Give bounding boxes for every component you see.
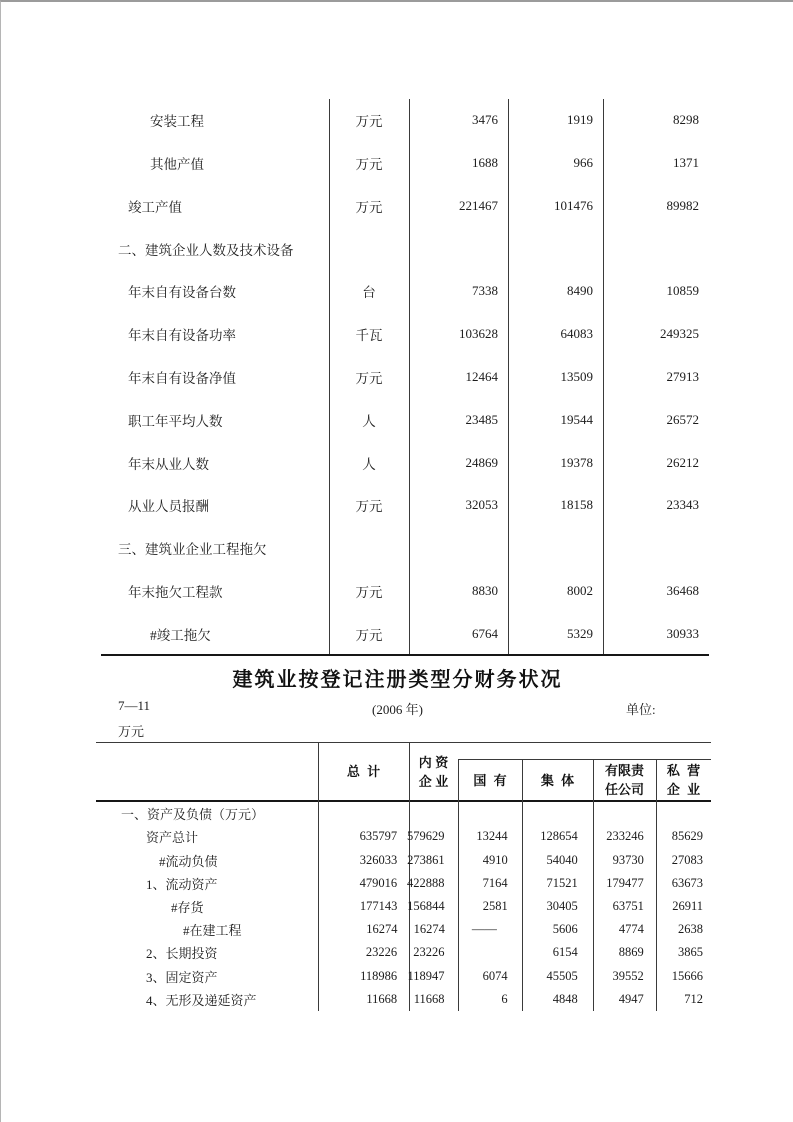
indicator-label: 年末自有设备净值 — [128, 370, 236, 386]
table-row — [96, 895, 711, 918]
value-cell: 36468 — [666, 582, 699, 598]
value-cell: 27083 — [671, 852, 703, 867]
value-cell: 16274 — [413, 922, 445, 937]
unit-cell: 万元 — [355, 114, 383, 130]
value-cell: 8002 — [567, 582, 593, 598]
table-row — [96, 313, 709, 356]
unit-cell: 万元 — [355, 627, 383, 643]
table-number: 7—11 — [118, 698, 151, 713]
column-header-total — [318, 743, 409, 800]
indicator-label: 2、长期投资 — [146, 946, 218, 962]
indicator-label: #流动负债 — [159, 853, 218, 869]
value-cell: 45505 — [546, 968, 578, 983]
unit-cell: 万元 — [355, 584, 383, 600]
value-cell: 118986 — [360, 968, 398, 983]
value-cell: 179477 — [606, 875, 644, 890]
value-cell: 30933 — [666, 625, 699, 641]
value-cell: 249325 — [660, 326, 699, 342]
indicator-label: 竣工产值 — [128, 199, 182, 215]
value-cell: 128654 — [540, 829, 578, 844]
value-cell: 8869 — [618, 945, 644, 960]
value-cell: 479016 — [359, 875, 398, 890]
value-cell: 26212 — [666, 454, 699, 470]
value-cell: 18158 — [560, 497, 593, 513]
unit-value: 万元 — [118, 724, 145, 739]
main-table-rows — [96, 802, 711, 1011]
unit-cell: 千瓦 — [355, 328, 383, 344]
unit-cell: 万元 — [355, 199, 383, 215]
value-cell: 4774 — [618, 922, 644, 937]
value-cell: 26911 — [672, 898, 703, 913]
column-header-label: 企 业 — [418, 773, 449, 789]
unit-cell: 台 — [362, 285, 376, 301]
table-row — [96, 270, 709, 313]
value-cell: 221467 — [459, 197, 498, 213]
top-table-column-line — [329, 99, 330, 655]
value-cell: 273861 — [407, 852, 445, 867]
indicator-label: 一、资产及负债（万元） — [121, 807, 265, 823]
value-cell: 11668 — [366, 991, 398, 1006]
value-cell: 118947 — [407, 968, 445, 983]
value-cell: 19378 — [560, 454, 593, 470]
value-cell: 4848 — [552, 991, 578, 1006]
table-row — [96, 356, 709, 399]
top-table-column-line — [508, 99, 509, 655]
table-row — [96, 988, 711, 1011]
indicator-label: 二、建筑企业人数及技术设备 — [118, 242, 294, 258]
indicator-label: 职工年平均人数 — [128, 413, 223, 429]
unit-cell: 万元 — [355, 370, 383, 386]
value-cell: 24869 — [465, 454, 498, 470]
value-cell: 4910 — [482, 852, 508, 867]
table-row — [96, 569, 709, 612]
table-row — [96, 802, 711, 825]
value-cell: 101476 — [554, 197, 593, 213]
indicator-label: 年末自有设备功率 — [128, 328, 236, 344]
unit-cell: 人 — [362, 456, 376, 472]
value-cell: 3865 — [677, 945, 703, 960]
value-cell: 1688 — [472, 155, 498, 171]
value-cell: 635797 — [359, 829, 398, 844]
indicator-label: #竣工拖欠 — [150, 627, 211, 643]
top-table-rows — [96, 99, 709, 655]
column-header-label: 有限责 — [604, 763, 644, 778]
value-cell: 89982 — [666, 197, 699, 213]
value-cell: 6074 — [482, 968, 508, 983]
column-header-llc — [593, 760, 656, 800]
value-cell: 1371 — [673, 155, 699, 171]
indicator-label: 三、建筑业企业工程拖欠 — [118, 542, 267, 558]
value-cell: 4947 — [618, 991, 644, 1006]
value-cell: 5606 — [552, 922, 578, 937]
indicator-label: #存货 — [171, 899, 204, 915]
value-cell: 13244 — [476, 829, 508, 844]
value-cell: 26572 — [666, 411, 699, 427]
value-cell: 39552 — [612, 968, 644, 983]
indicator-label: 3、固定资产 — [146, 969, 218, 985]
table-row — [96, 227, 709, 270]
value-cell: 23485 — [465, 411, 498, 427]
top-table-column-line — [409, 99, 410, 655]
table-row — [96, 185, 709, 228]
indicator-label: 4、无形及递延资产 — [146, 992, 257, 1008]
value-cell: 2638 — [678, 922, 703, 937]
value-cell: 15666 — [671, 968, 703, 983]
top-table-column-line — [603, 99, 604, 655]
value-cell: 579629 — [407, 829, 445, 844]
page-title: 建筑业按登记注册类型分财务状况 — [232, 669, 563, 691]
column-header-label: 企 业 — [666, 782, 701, 797]
indicator-label: 安装工程 — [150, 114, 204, 130]
table-row — [96, 441, 709, 484]
column-header-label: 任公司 — [604, 782, 644, 797]
unit-cell: 万元 — [355, 157, 383, 173]
column-header-state-owned — [458, 760, 522, 800]
value-cell: 63751 — [612, 898, 644, 913]
table-row — [96, 965, 711, 988]
column-header-domestic — [409, 743, 458, 800]
unit-label: 单位: — [626, 702, 656, 717]
value-cell: 13509 — [560, 368, 593, 384]
value-cell: 422888 — [407, 875, 445, 890]
value-cell: 156844 — [407, 898, 445, 913]
table-year: (2006 年) — [372, 702, 423, 717]
table-row — [96, 484, 709, 527]
indicator-label: 其他产值 — [150, 157, 204, 173]
indicator-label: #在建工程 — [183, 923, 242, 939]
value-cell: 23226 — [413, 945, 445, 960]
column-header-label: 集 体 — [540, 772, 575, 788]
table-row — [96, 918, 711, 941]
value-cell: 12464 — [465, 368, 498, 384]
value-cell: 1919 — [567, 112, 593, 128]
table-row — [96, 142, 709, 185]
column-header-label: 总 计 — [346, 764, 381, 779]
top-table-bottom-rule — [101, 654, 709, 656]
table-row — [96, 941, 711, 964]
column-header-private — [656, 760, 711, 800]
value-cell: 8490 — [567, 283, 593, 299]
value-cell: 32053 — [465, 497, 498, 513]
value-cell: 27913 — [666, 368, 699, 384]
value-cell: 177143 — [359, 898, 398, 913]
value-cell: 19544 — [560, 411, 593, 427]
value-cell: 712 — [684, 991, 703, 1006]
value-cell: 2581 — [482, 898, 508, 913]
value-cell: 64083 — [560, 326, 593, 342]
value-cell: 10859 — [666, 283, 699, 299]
value-cell: 326033 — [359, 852, 398, 867]
indicator-label: 年末从业人数 — [128, 456, 209, 472]
value-cell: 966 — [573, 155, 593, 171]
column-header-label: 私 营 — [666, 763, 701, 778]
value-cell: 85629 — [671, 829, 703, 844]
indicator-label: 1、流动资产 — [146, 876, 218, 892]
value-cell: 7164 — [482, 875, 508, 890]
table-row — [96, 99, 709, 142]
indicator-label: 资产总计 — [146, 830, 199, 846]
value-cell: 23226 — [365, 945, 398, 960]
value-cell: —— — [471, 922, 497, 937]
value-cell: 3476 — [472, 112, 498, 128]
value-cell: 71521 — [546, 875, 578, 890]
value-cell: 6 — [501, 991, 508, 1006]
value-cell: 16274 — [366, 922, 398, 937]
table-row — [96, 825, 711, 848]
indicator-label: 从业人员报酬 — [128, 499, 209, 515]
value-cell: 7338 — [472, 283, 498, 299]
value-cell: 6154 — [552, 945, 578, 960]
value-cell: 8298 — [673, 112, 699, 128]
value-cell: 11668 — [413, 991, 445, 1006]
value-cell: 6764 — [472, 625, 498, 641]
column-header-label: 国 有 — [473, 772, 507, 788]
value-cell: 233246 — [606, 829, 644, 844]
value-cell: 103628 — [459, 326, 498, 342]
table-row — [96, 612, 709, 655]
value-cell: 93730 — [612, 852, 644, 867]
value-cell: 8830 — [472, 582, 498, 598]
unit-cell: 万元 — [355, 499, 383, 515]
table-row — [96, 527, 709, 570]
table-row — [96, 398, 709, 441]
column-header-collective — [522, 760, 593, 800]
column-header-label: 内 资 — [418, 754, 449, 770]
value-cell: 30405 — [546, 898, 578, 913]
unit-cell: 人 — [362, 413, 376, 429]
value-cell: 23343 — [666, 497, 699, 513]
value-cell: 5329 — [567, 625, 593, 641]
value-cell: 54040 — [546, 852, 578, 867]
indicator-label: 年末拖欠工程款 — [128, 584, 223, 600]
indicator-label: 年末自有设备台数 — [128, 285, 236, 301]
table-row — [96, 848, 711, 871]
value-cell: 63673 — [671, 875, 703, 890]
table-row — [96, 872, 711, 895]
